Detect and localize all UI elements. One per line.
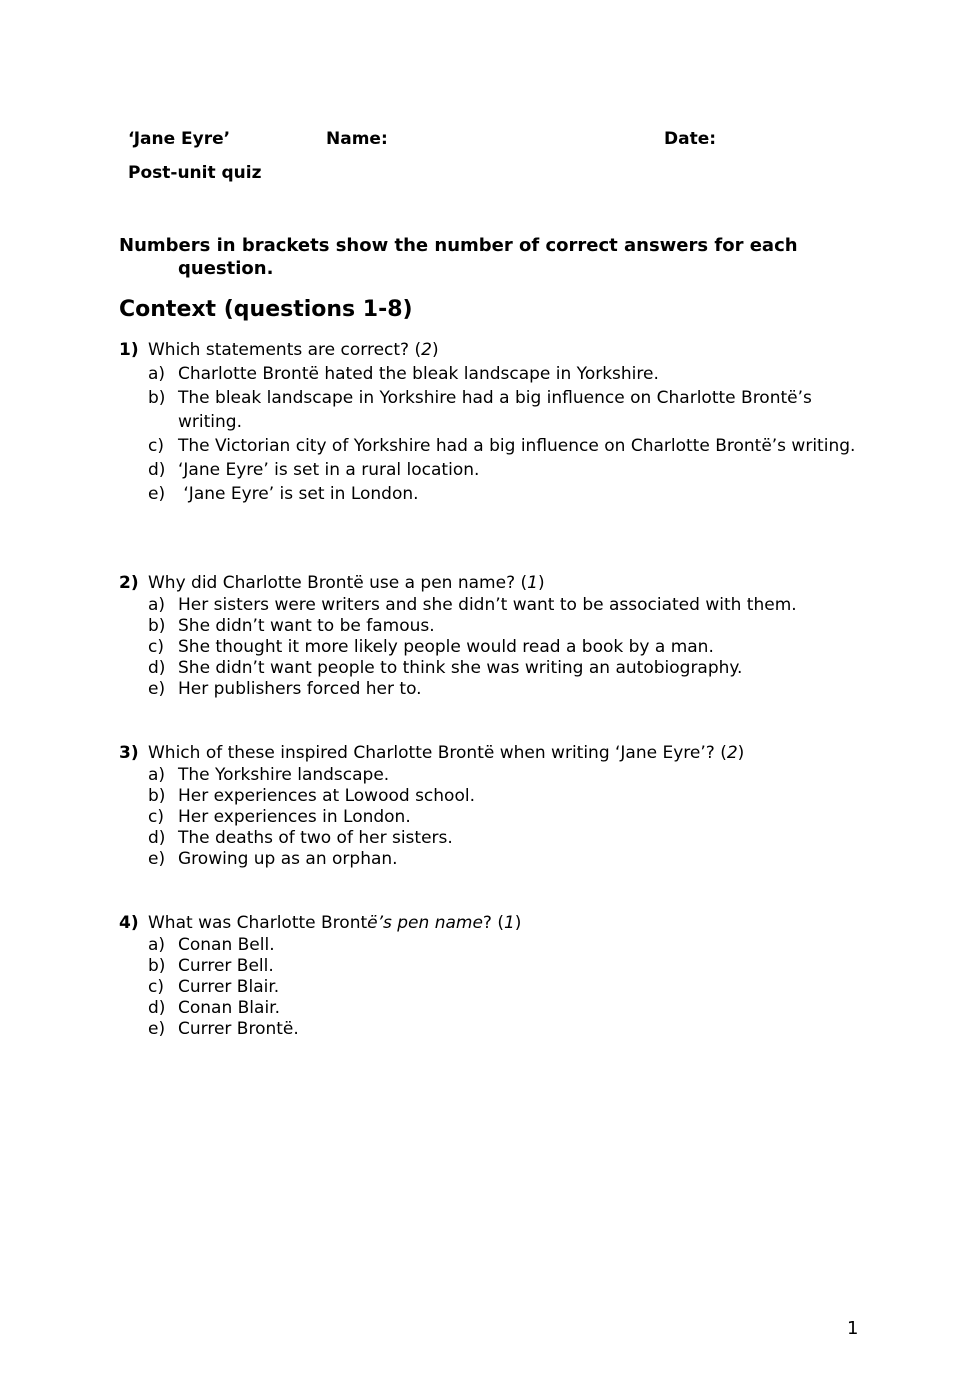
answer-count: 1 <box>527 573 538 593</box>
page-number: 1 <box>847 1318 859 1339</box>
option-c: c) Her experiences in London. <box>148 807 411 827</box>
option-b: b) Currer Bell. <box>148 956 274 976</box>
option-d: d) ‘Jane Eyre’ is set in a rural location. <box>148 460 480 480</box>
answer-count: 2 <box>421 340 432 360</box>
option-c: c) The Victorian city of Yorkshire had a big influence on Charlotte Brontë’s writing. <box>148 436 856 456</box>
document-subtitle: Post-unit quiz <box>128 163 262 183</box>
document-title: ‘Jane Eyre’ <box>128 129 231 149</box>
option-d: d) The deaths of two of her sisters. <box>148 828 453 848</box>
answer-count: 2 <box>726 743 738 763</box>
question-text: Which of these inspired Charlotte Brontë when writing ‘Jane Eyre’? (2) <box>148 743 745 763</box>
question-1 <box>119 338 869 506</box>
option-a: a) Charlotte Brontë hated the bleak landscape in Yorkshire. <box>148 364 659 384</box>
option-e: e) Currer Brontë. <box>148 1019 299 1039</box>
date-label: Date: <box>664 129 717 149</box>
option-a: a) The Yorkshire landscape. <box>148 765 390 785</box>
question-text: Why did Charlotte Brontë use a pen name? (1) <box>148 573 545 593</box>
question-text: What was Charlotte Brontë’s pen name? (1) <box>148 913 522 933</box>
question-number: 4) <box>119 913 139 933</box>
option-d: d) Conan Blair. <box>148 998 280 1018</box>
question-text: Which statements are correct? (2) <box>148 340 439 360</box>
option-a: a) Conan Bell. <box>148 935 275 955</box>
question-number: 3) <box>119 743 139 763</box>
option-c: c) Currer Blair. <box>148 977 280 997</box>
answer-count: 1 <box>503 913 515 933</box>
option-e: e) ‘Jane Eyre’ is set in London. <box>148 484 419 504</box>
question-4 <box>119 911 869 1040</box>
option-c: c) She thought it more likely people would read a book by a man. <box>148 637 714 657</box>
instructions: Numbers in brackets show the number of correct answers for each question. <box>119 235 798 279</box>
option-e: e) Her publishers forced her to. <box>148 679 422 699</box>
question-number: 2) <box>119 573 139 593</box>
question-2 <box>119 571 869 700</box>
option-a: a) Her sisters were writers and she didn’t want to be associated with them. <box>148 595 797 615</box>
option-b: b) Her experiences at Lowood school. <box>148 786 475 806</box>
option-b: b) She didn’t want to be famous. <box>148 616 435 636</box>
question-number: 1) <box>119 340 139 360</box>
option-e: e) Growing up as an orphan. <box>148 849 398 869</box>
option-b: b) The bleak landscape in Yorkshire had a big influence on Charlotte Brontë’s writing. <box>148 388 812 432</box>
option-d: d) She didn’t want people to think she was writing an autobiography. <box>148 658 743 678</box>
question-3 <box>119 741 869 870</box>
section-title: Context (questions 1-8) <box>119 297 413 322</box>
name-label: Name: <box>326 129 388 149</box>
